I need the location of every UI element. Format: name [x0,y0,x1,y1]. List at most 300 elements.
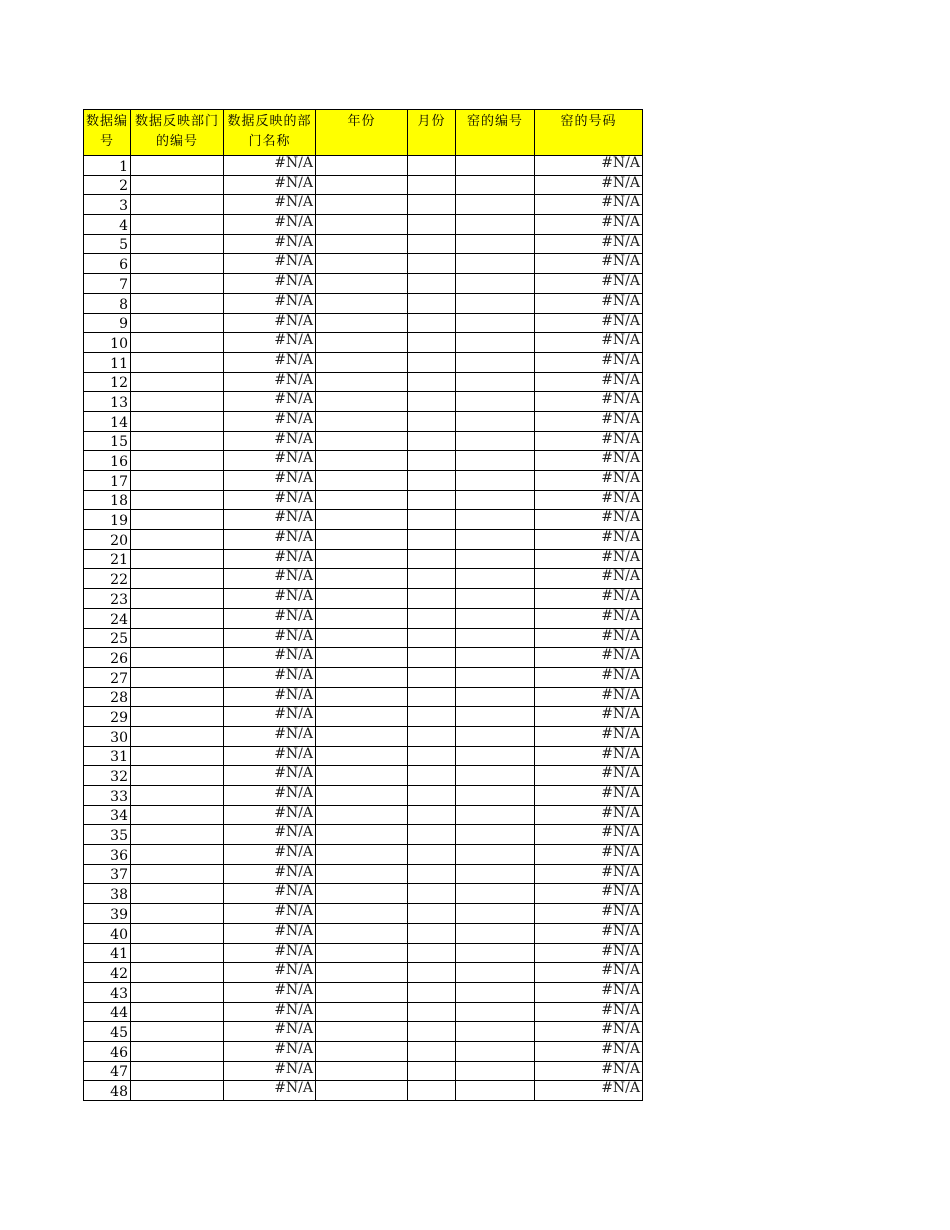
cell-kiln-code[interactable]: #N/A [535,648,643,668]
cell-dept-no[interactable] [131,845,224,865]
cell-data-id[interactable]: 47 [84,1061,131,1081]
cell-kiln-no[interactable] [456,1061,535,1081]
cell-year[interactable] [316,215,408,235]
cell-kiln-no[interactable] [456,648,535,668]
cell-year[interactable] [316,805,408,825]
cell-month[interactable] [408,274,456,294]
cell-data-id[interactable]: 48 [84,1081,131,1101]
cell-kiln-code[interactable]: #N/A [535,451,643,471]
cell-year[interactable] [316,628,408,648]
cell-dept-no[interactable] [131,549,224,569]
cell-kiln-no[interactable] [456,451,535,471]
cell-year[interactable] [316,726,408,746]
cell-dept-name[interactable]: #N/A [224,254,316,274]
cell-data-id[interactable]: 27 [84,667,131,687]
cell-dept-no[interactable] [131,648,224,668]
cell-kiln-no[interactable] [456,805,535,825]
cell-month[interactable] [408,175,456,195]
cell-month[interactable] [408,569,456,589]
cell-dept-name[interactable]: #N/A [224,274,316,294]
cell-kiln-no[interactable] [456,569,535,589]
cell-year[interactable] [316,845,408,865]
cell-kiln-no[interactable] [456,549,535,569]
cell-year[interactable] [316,195,408,215]
cell-kiln-code[interactable]: #N/A [535,707,643,727]
cell-dept-name[interactable]: #N/A [224,923,316,943]
cell-kiln-no[interactable] [456,884,535,904]
cell-month[interactable] [408,766,456,786]
cell-kiln-no[interactable] [456,1081,535,1101]
cell-kiln-code[interactable]: #N/A [535,1041,643,1061]
cell-month[interactable] [408,195,456,215]
cell-kiln-code[interactable]: #N/A [535,274,643,294]
cell-dept-name[interactable]: #N/A [224,786,316,806]
cell-dept-name[interactable]: #N/A [224,1041,316,1061]
cell-month[interactable] [408,687,456,707]
cell-month[interactable] [408,904,456,924]
cell-kiln-no[interactable] [456,707,535,727]
cell-data-id[interactable]: 20 [84,530,131,550]
cell-data-id[interactable]: 14 [84,411,131,431]
cell-dept-no[interactable] [131,490,224,510]
cell-kiln-no[interactable] [456,490,535,510]
cell-kiln-code[interactable]: #N/A [535,234,643,254]
cell-month[interactable] [408,215,456,235]
cell-dept-no[interactable] [131,274,224,294]
cell-month[interactable] [408,431,456,451]
cell-year[interactable] [316,313,408,333]
cell-year[interactable] [316,411,408,431]
cell-year[interactable] [316,884,408,904]
cell-year[interactable] [316,1002,408,1022]
cell-kiln-code[interactable]: #N/A [535,923,643,943]
cell-kiln-code[interactable]: #N/A [535,943,643,963]
cell-data-id[interactable]: 11 [84,352,131,372]
cell-dept-no[interactable] [131,687,224,707]
cell-kiln-no[interactable] [456,746,535,766]
cell-month[interactable] [408,923,456,943]
cell-dept-name[interactable]: #N/A [224,1002,316,1022]
cell-year[interactable] [316,923,408,943]
cell-data-id[interactable]: 7 [84,274,131,294]
cell-data-id[interactable]: 3 [84,195,131,215]
cell-kiln-no[interactable] [456,274,535,294]
cell-dept-no[interactable] [131,1022,224,1042]
cell-kiln-no[interactable] [456,1041,535,1061]
cell-month[interactable] [408,628,456,648]
cell-dept-name[interactable]: #N/A [224,1061,316,1081]
cell-data-id[interactable]: 28 [84,687,131,707]
cell-kiln-code[interactable]: #N/A [535,333,643,353]
cell-year[interactable] [316,766,408,786]
cell-dept-name[interactable]: #N/A [224,904,316,924]
cell-kiln-code[interactable]: #N/A [535,431,643,451]
cell-dept-name[interactable]: #N/A [224,510,316,530]
cell-dept-no[interactable] [131,982,224,1002]
cell-dept-name[interactable]: #N/A [224,549,316,569]
cell-dept-no[interactable] [131,431,224,451]
cell-kiln-code[interactable]: #N/A [535,1081,643,1101]
cell-month[interactable] [408,608,456,628]
cell-dept-name[interactable]: #N/A [224,746,316,766]
cell-dept-no[interactable] [131,195,224,215]
cell-dept-name[interactable]: #N/A [224,805,316,825]
cell-kiln-code[interactable]: #N/A [535,195,643,215]
cell-dept-name[interactable]: #N/A [224,313,316,333]
cell-kiln-code[interactable]: #N/A [535,156,643,176]
cell-dept-name[interactable]: #N/A [224,215,316,235]
cell-dept-name[interactable]: #N/A [224,293,316,313]
cell-year[interactable] [316,234,408,254]
cell-dept-no[interactable] [131,471,224,491]
cell-dept-name[interactable]: #N/A [224,569,316,589]
cell-kiln-no[interactable] [456,904,535,924]
cell-year[interactable] [316,569,408,589]
cell-kiln-code[interactable]: #N/A [535,746,643,766]
cell-dept-no[interactable] [131,707,224,727]
cell-year[interactable] [316,549,408,569]
cell-data-id[interactable]: 46 [84,1041,131,1061]
cell-year[interactable] [316,274,408,294]
cell-kiln-no[interactable] [456,963,535,983]
cell-year[interactable] [316,1081,408,1101]
cell-data-id[interactable]: 45 [84,1022,131,1042]
cell-dept-no[interactable] [131,825,224,845]
cell-kiln-code[interactable]: #N/A [535,805,643,825]
cell-month[interactable] [408,490,456,510]
cell-month[interactable] [408,313,456,333]
cell-dept-name[interactable]: #N/A [224,766,316,786]
cell-month[interactable] [408,667,456,687]
cell-data-id[interactable]: 16 [84,451,131,471]
cell-kiln-code[interactable]: #N/A [535,392,643,412]
cell-year[interactable] [316,372,408,392]
cell-dept-no[interactable] [131,254,224,274]
cell-month[interactable] [408,746,456,766]
cell-year[interactable] [316,825,408,845]
cell-data-id[interactable]: 12 [84,372,131,392]
cell-dept-no[interactable] [131,805,224,825]
cell-data-id[interactable]: 26 [84,648,131,668]
cell-year[interactable] [316,451,408,471]
cell-dept-no[interactable] [131,628,224,648]
cell-year[interactable] [316,943,408,963]
cell-kiln-code[interactable]: #N/A [535,313,643,333]
cell-month[interactable] [408,234,456,254]
cell-dept-name[interactable]: #N/A [224,175,316,195]
cell-dept-name[interactable]: #N/A [224,333,316,353]
cell-data-id[interactable]: 39 [84,904,131,924]
cell-kiln-no[interactable] [456,313,535,333]
cell-year[interactable] [316,982,408,1002]
cell-data-id[interactable]: 23 [84,589,131,609]
cell-dept-name[interactable]: #N/A [224,156,316,176]
cell-dept-no[interactable] [131,943,224,963]
cell-dept-name[interactable]: #N/A [224,608,316,628]
cell-year[interactable] [316,175,408,195]
cell-kiln-no[interactable] [456,687,535,707]
cell-kiln-code[interactable]: #N/A [535,471,643,491]
cell-data-id[interactable]: 31 [84,746,131,766]
cell-kiln-code[interactable]: #N/A [535,254,643,274]
cell-kiln-no[interactable] [456,431,535,451]
cell-dept-name[interactable]: #N/A [224,589,316,609]
cell-year[interactable] [316,293,408,313]
cell-dept-name[interactable]: #N/A [224,1022,316,1042]
cell-data-id[interactable]: 8 [84,293,131,313]
cell-year[interactable] [316,746,408,766]
cell-dept-name[interactable]: #N/A [224,471,316,491]
cell-data-id[interactable]: 40 [84,923,131,943]
cell-year[interactable] [316,589,408,609]
cell-month[interactable] [408,352,456,372]
cell-year[interactable] [316,864,408,884]
cell-month[interactable] [408,451,456,471]
cell-data-id[interactable]: 2 [84,175,131,195]
cell-data-id[interactable]: 38 [84,884,131,904]
cell-dept-no[interactable] [131,864,224,884]
cell-data-id[interactable]: 25 [84,628,131,648]
cell-month[interactable] [408,825,456,845]
cell-data-id[interactable]: 42 [84,963,131,983]
cell-month[interactable] [408,589,456,609]
cell-dept-name[interactable]: #N/A [224,628,316,648]
cell-kiln-code[interactable]: #N/A [535,175,643,195]
cell-dept-name[interactable]: #N/A [224,195,316,215]
cell-dept-name[interactable]: #N/A [224,490,316,510]
cell-year[interactable] [316,667,408,687]
cell-dept-no[interactable] [131,1002,224,1022]
cell-year[interactable] [316,471,408,491]
cell-dept-name[interactable]: #N/A [224,884,316,904]
cell-kiln-no[interactable] [456,825,535,845]
cell-dept-name[interactable]: #N/A [224,667,316,687]
cell-dept-name[interactable]: #N/A [224,1081,316,1101]
cell-month[interactable] [408,726,456,746]
cell-data-id[interactable]: 1 [84,156,131,176]
cell-month[interactable] [408,963,456,983]
cell-kiln-code[interactable]: #N/A [535,963,643,983]
cell-kiln-no[interactable] [456,530,535,550]
cell-dept-name[interactable]: #N/A [224,845,316,865]
cell-month[interactable] [408,1002,456,1022]
cell-kiln-code[interactable]: #N/A [535,982,643,1002]
cell-kiln-code[interactable]: #N/A [535,904,643,924]
cell-dept-name[interactable]: #N/A [224,352,316,372]
cell-data-id[interactable]: 43 [84,982,131,1002]
cell-kiln-code[interactable]: #N/A [535,510,643,530]
cell-month[interactable] [408,549,456,569]
cell-data-id[interactable]: 19 [84,510,131,530]
cell-kiln-no[interactable] [456,372,535,392]
cell-data-id[interactable]: 5 [84,234,131,254]
cell-dept-name[interactable]: #N/A [224,451,316,471]
cell-dept-no[interactable] [131,1061,224,1081]
cell-dept-no[interactable] [131,746,224,766]
cell-kiln-code[interactable]: #N/A [535,1002,643,1022]
cell-dept-name[interactable]: #N/A [224,392,316,412]
cell-dept-no[interactable] [131,1081,224,1101]
cell-kiln-no[interactable] [456,589,535,609]
cell-dept-no[interactable] [131,392,224,412]
cell-dept-name[interactable]: #N/A [224,825,316,845]
cell-kiln-no[interactable] [456,1022,535,1042]
cell-month[interactable] [408,943,456,963]
cell-dept-no[interactable] [131,352,224,372]
cell-kiln-no[interactable] [456,766,535,786]
cell-year[interactable] [316,1041,408,1061]
cell-data-id[interactable]: 10 [84,333,131,353]
cell-kiln-no[interactable] [456,943,535,963]
cell-kiln-code[interactable]: #N/A [535,766,643,786]
cell-month[interactable] [408,293,456,313]
cell-dept-no[interactable] [131,589,224,609]
cell-data-id[interactable]: 6 [84,254,131,274]
cell-month[interactable] [408,982,456,1002]
cell-kiln-no[interactable] [456,923,535,943]
cell-data-id[interactable]: 9 [84,313,131,333]
cell-dept-name[interactable]: #N/A [224,372,316,392]
cell-month[interactable] [408,1041,456,1061]
cell-dept-name[interactable]: #N/A [224,234,316,254]
cell-kiln-no[interactable] [456,156,535,176]
cell-dept-no[interactable] [131,923,224,943]
cell-dept-no[interactable] [131,726,224,746]
cell-year[interactable] [316,156,408,176]
cell-year[interactable] [316,392,408,412]
cell-kiln-no[interactable] [456,215,535,235]
cell-dept-name[interactable]: #N/A [224,648,316,668]
cell-year[interactable] [316,1061,408,1081]
cell-data-id[interactable]: 41 [84,943,131,963]
cell-month[interactable] [408,805,456,825]
cell-month[interactable] [408,1061,456,1081]
cell-month[interactable] [408,372,456,392]
cell-data-id[interactable]: 17 [84,471,131,491]
cell-dept-no[interactable] [131,608,224,628]
cell-data-id[interactable]: 13 [84,392,131,412]
cell-month[interactable] [408,333,456,353]
cell-data-id[interactable]: 30 [84,726,131,746]
cell-kiln-no[interactable] [456,333,535,353]
cell-data-id[interactable]: 34 [84,805,131,825]
cell-year[interactable] [316,608,408,628]
cell-kiln-no[interactable] [456,608,535,628]
cell-data-id[interactable]: 32 [84,766,131,786]
cell-dept-name[interactable]: #N/A [224,943,316,963]
cell-year[interactable] [316,530,408,550]
cell-kiln-no[interactable] [456,234,535,254]
cell-dept-no[interactable] [131,530,224,550]
cell-data-id[interactable]: 44 [84,1002,131,1022]
cell-kiln-no[interactable] [456,510,535,530]
cell-kiln-no[interactable] [456,1002,535,1022]
cell-kiln-code[interactable]: #N/A [535,372,643,392]
cell-kiln-no[interactable] [456,352,535,372]
cell-year[interactable] [316,333,408,353]
cell-data-id[interactable]: 4 [84,215,131,235]
cell-year[interactable] [316,963,408,983]
cell-year[interactable] [316,904,408,924]
cell-month[interactable] [408,1022,456,1042]
cell-dept-name[interactable]: #N/A [224,687,316,707]
cell-dept-no[interactable] [131,411,224,431]
cell-kiln-code[interactable]: #N/A [535,411,643,431]
cell-kiln-no[interactable] [456,786,535,806]
cell-kiln-code[interactable]: #N/A [535,1022,643,1042]
cell-month[interactable] [408,156,456,176]
cell-kiln-code[interactable]: #N/A [535,1061,643,1081]
cell-kiln-code[interactable]: #N/A [535,884,643,904]
cell-month[interactable] [408,254,456,274]
cell-kiln-code[interactable]: #N/A [535,608,643,628]
cell-kiln-code[interactable]: #N/A [535,589,643,609]
cell-kiln-no[interactable] [456,471,535,491]
cell-data-id[interactable]: 15 [84,431,131,451]
cell-data-id[interactable]: 33 [84,786,131,806]
cell-year[interactable] [316,431,408,451]
cell-year[interactable] [316,352,408,372]
cell-year[interactable] [316,254,408,274]
cell-kiln-no[interactable] [456,392,535,412]
cell-year[interactable] [316,707,408,727]
cell-dept-name[interactable]: #N/A [224,431,316,451]
cell-kiln-no[interactable] [456,175,535,195]
cell-dept-name[interactable]: #N/A [224,707,316,727]
cell-data-id[interactable]: 22 [84,569,131,589]
cell-dept-name[interactable]: #N/A [224,864,316,884]
cell-dept-name[interactable]: #N/A [224,530,316,550]
cell-dept-no[interactable] [131,293,224,313]
cell-kiln-code[interactable]: #N/A [535,687,643,707]
cell-kiln-no[interactable] [456,195,535,215]
cell-month[interactable] [408,1081,456,1101]
cell-year[interactable] [316,648,408,668]
cell-data-id[interactable]: 21 [84,549,131,569]
cell-dept-no[interactable] [131,372,224,392]
cell-year[interactable] [316,490,408,510]
cell-data-id[interactable]: 18 [84,490,131,510]
cell-kiln-no[interactable] [456,982,535,1002]
cell-month[interactable] [408,884,456,904]
cell-dept-no[interactable] [131,333,224,353]
cell-dept-no[interactable] [131,175,224,195]
cell-dept-no[interactable] [131,569,224,589]
cell-kiln-no[interactable] [456,845,535,865]
cell-kiln-no[interactable] [456,254,535,274]
cell-kiln-code[interactable]: #N/A [535,352,643,372]
cell-kiln-code[interactable]: #N/A [535,864,643,884]
cell-month[interactable] [408,707,456,727]
cell-month[interactable] [408,786,456,806]
cell-dept-no[interactable] [131,766,224,786]
cell-kiln-code[interactable]: #N/A [535,215,643,235]
cell-kiln-code[interactable]: #N/A [535,569,643,589]
cell-month[interactable] [408,530,456,550]
cell-dept-no[interactable] [131,884,224,904]
cell-data-id[interactable]: 36 [84,845,131,865]
cell-month[interactable] [408,845,456,865]
cell-kiln-no[interactable] [456,726,535,746]
cell-data-id[interactable]: 29 [84,707,131,727]
cell-kiln-no[interactable] [456,667,535,687]
cell-month[interactable] [408,471,456,491]
cell-kiln-no[interactable] [456,293,535,313]
cell-month[interactable] [408,411,456,431]
cell-month[interactable] [408,392,456,412]
cell-kiln-no[interactable] [456,628,535,648]
cell-kiln-code[interactable]: #N/A [535,490,643,510]
